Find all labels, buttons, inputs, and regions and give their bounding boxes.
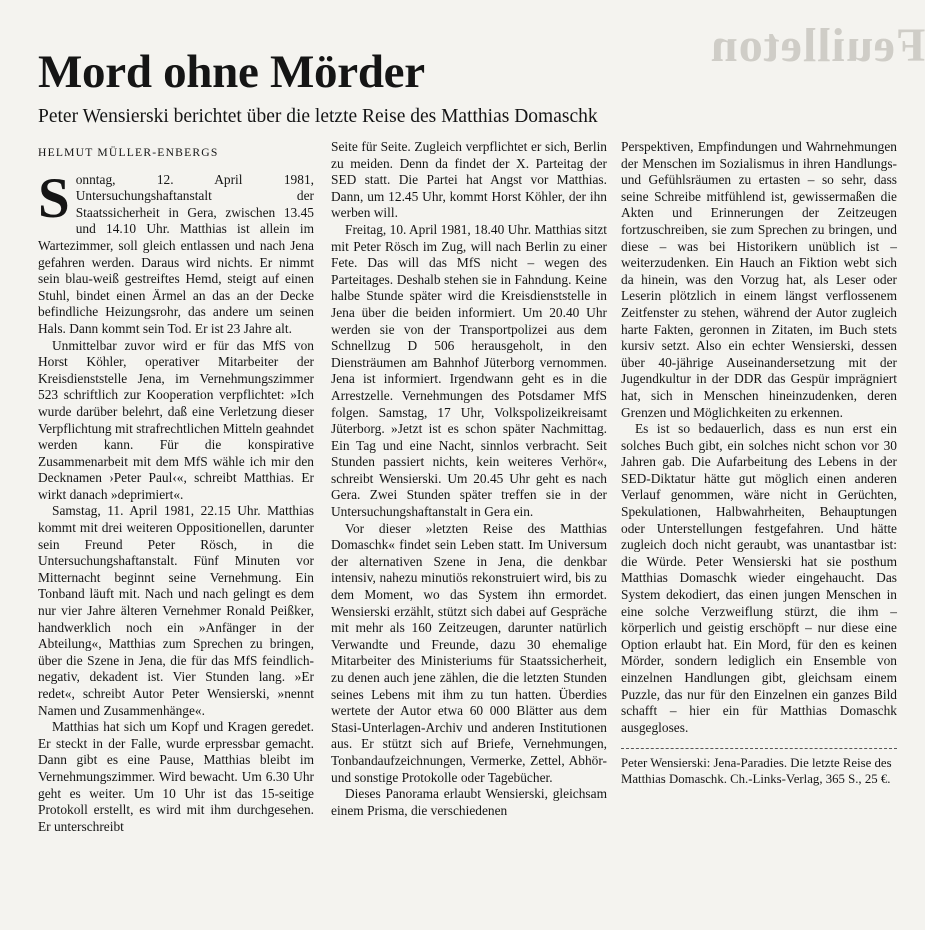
article-column-1 <box>38 139 314 835</box>
book-info: Peter Wensierski: Jena-Paradies. Die letzte Reise des Matthias Domaschk. Ch.-Links-Verlag, 365 S., 25 €. <box>621 756 892 787</box>
article-paragraph: Matthias hat sich um Kopf und Kragen geredet. Er steckt in der Falle, wurde erpressbar gemacht. Dann gibt es eine Pause, Matthias bleibt im Vernehmungszimmer. Wird bewacht. Um 6.30 Uhr geht es weiter. Um 10 Uhr ist das 15-seitige Protokoll erstellt, es wird mit ihm durchgesehen. Er unterschreibt <box>38 719 314 834</box>
byline: HELMUT MÜLLER-ENBERGS <box>38 146 219 159</box>
subtitle: Peter Wensierski berichtet über die letzte Reise des Matthias Domaschk <box>38 106 598 127</box>
article-paragraph: Freitag, 10. April 1981, 18.40 Uhr. Matthias sitzt mit Peter Rösch im Zug, will nach Berlin zu einer Fete. Das will das MfS nicht – wegen des Parteitages. Deshalb stehen sie in Fahndung. Keine halbe Stunde später wird die Kreisdienststelle in Jena über die beiden informiert. Um 20.40 Uhr werden sie von der Transportpolizei aus dem Schnellzug D 506 herausgeholt, in den Diensträumen am Bahnhof Jüterborg vernommen. Jena ist informiert. Irgendwann geht es in die Arrestzelle. Vernehmungen des Potsdamer MfS folgen. Samstag, 17 Uhr, Volkspolizeikreisamt Jüterborg. »Jetzt ist es schon später Nachmittag. Ein Tag und eine Nacht, sinnlos verbracht. Seit Stunden passiert nichts, kein weiteres Verhör«, schreibt Wensierski. Um 20.45 Uhr geht es nach Gera. Zwei Stunden später treffen sie in der Untersuchungshaftanstalt in Gera ein. <box>331 221 607 520</box>
article-paragraph: Perspektiven, Empfindungen und Wahrnehmungen der Menschen im Sozialismus in ihren Handlungs- und Gefühlsräumen zu ertasten – so sehr, dass seine Schreibe mitfühlend ist, gewissermaßen die Akten und Erinnerungen der Zeitzeugen fortzuschreiben, sie zum Sprechen zu bringen, und diese – was bei Historikern unüblich ist – weiterzudenken. Ein Hauch an Fiktion webt sich da hinein, was den Vorzug hat, als Leser oder Leserin plötzlich in einem längst verflossenem Zeitfenster zu stehen, während der Autor zugleich harte Fakten, geronnen in Zitaten, im Buch stets kursiv setzt. Also ein echter Wensierski, dessen über 40-jährige Auseinandersetzung mit der Jugendkultur in der DDR das Gespür imprägniert hat, sich in Menschen hineinzudenken, deren Grenzen und Möglichkeiten zu erkennen. <box>621 139 897 420</box>
bleed-through-text: Feuilleton <box>710 19 925 72</box>
article-column-3 <box>621 139 897 787</box>
article-paragraph: Vor dieser »letzten Reise des Matthias Domaschk« findet sein Leben statt. Im Universum der alternativen Szene in Jena, die denkbar intensiv, nahezu minutiös rekonstruiert wird, bis zu dem Moment, wo das System ihn ermordet. Wensierski erzählt, stützt sich dabei auf Gespräche mit mehr als 160 Zeitzeugen, darunter natürlich Verwandte und Freunde, dazu 30 ehemalige Mitarbeiter des Ministeriums für Staatssicherheit, zu denen auch jene zählen, die die letzten Stunden seines Lebens mit ihm zu tun hatten. Überdies wertete der Autor etwa 60 000 Blätter aus dem Stasi-Unterlagen-Archiv und anderen Institutionen aus. Er stützt sich auf Briefe, Vernehmungen, Tonbandaufzeichnungen, Vermerke, Zettel, Abhör- und sonstige Protokolle oder Tagebücher. <box>331 520 607 785</box>
article-paragraph: Seite für Seite. Zugleich verpflichtet er sich, Berlin zu meiden. Denn da findet der X. Parteitag der SED statt. Die Partei hat Angst vor Matthias. Dann, um 12.45 Uhr, kommt Horst Köhler, der ihn werben will. <box>331 139 607 221</box>
article-paragraph: Es ist so bedauerlich, dass es nun erst ein solches Buch gibt, ein solches nicht schon vor 30 Jahren gab. Die Aufarbeitung des Lebens in der SED-Diktatur hätte gut möglich einen anderen Verlauf genommen, wäre nicht in Gerüchten, Spekulationen, Halbwahrheiten, Behauptungen oder Unterstellungen festgefahren. Und hätte zugleich doch nicht geraubt, was unantastbar ist: die Würde. Peter Wensierski hat sie posthum Matthias Domaschk wieder eingehaucht. Das System dekodiert, das einen jungen Menschen in eine solche Verzweiflung stürzt, die ihm – körperlich und geistig erschöpft – nur diese eine Option erlaubt hat. Ein Mord, für den es keinen Mörder, sondern lediglich ein Ensemble von einzelnen Handlungen gibt, gleichsam einem Puzzle, das nur für den Einzelnen ein ganzes Bild schafft – hier ein für Matthias Domaschk ausgegloses. <box>621 421 897 735</box>
article-paragraph: Dieses Panorama erlaubt Wensierski, gleichsam einem Prisma, die verschiedenen <box>331 786 607 818</box>
headline: Mord ohne Mörder <box>38 46 425 98</box>
drop-cap: S <box>38 166 70 230</box>
article-paragraph <box>38 166 314 338</box>
divider <box>621 748 897 749</box>
article-column-2 <box>331 139 607 819</box>
article-paragraph: Samstag, 11. April 1981, 22.15 Uhr. Matthias kommt mit drei weiteren Oppositionellen, darunter sein Freund Peter Rösch, in die Untersuchungshaftanstalt. Fünf Minuten vor Mitternacht beginnt seine Vernehmung. Ein Tonband läuft mit. Nach und nach gelingt es dem nur vier Jahre älteren Vernehmer Ronald Peißker, handwerklich noch ein »Anfänger in der Abteilung«, Matthias zum Sprechen zu bringen, über die Szene in Jena, die für das MfS feindlich-negativ, dekadent ist. Vier Stunden lang. »Er redet«, schreibt Autor Peter Wensierski, »nennt Namen und Zusammenhänge«. <box>38 503 314 718</box>
paragraph-text: onntag, 12. April 1981, Untersuchungshaftanstalt der Staatssicherheit in Gera, zwischen 13.45 und 14.10 Uhr. Matthias ist allein im Wartezimmer, soll gleich entlassen und nach Jena gefahren werden. Daraus wird nichts. Er nimmt sein blau-weiß gestreiftes Hemd, steigt auf einen Stuhl, bindet einen Ärmel an das an der Decke befindliche Heizungsrohr, das andere um seinen Hals. Dann kommt sein Tod. Er ist 23 Jahre alt. <box>38 171 314 336</box>
article-paragraph: Unmittelbar zuvor wird er für das MfS von Horst Köhler, operativer Mitarbeiter der Kreisdienststelle Jena, im Vernehmungszimmer 523 schriftlich zur Kooperation verpflichtet: »Ich wurde darüber belehrt, daß eine Verletzung dieser Verpflichtung mit strafrechtlichen Mitteln geahndet werden kann. Für die konspirative Zusammenarbeit mit dem MfS wähle ich mir den Decknamen ›Peter Paul‹«, schreibt Matthias. Er wirkt danach »deprimiert«. <box>38 337 314 502</box>
